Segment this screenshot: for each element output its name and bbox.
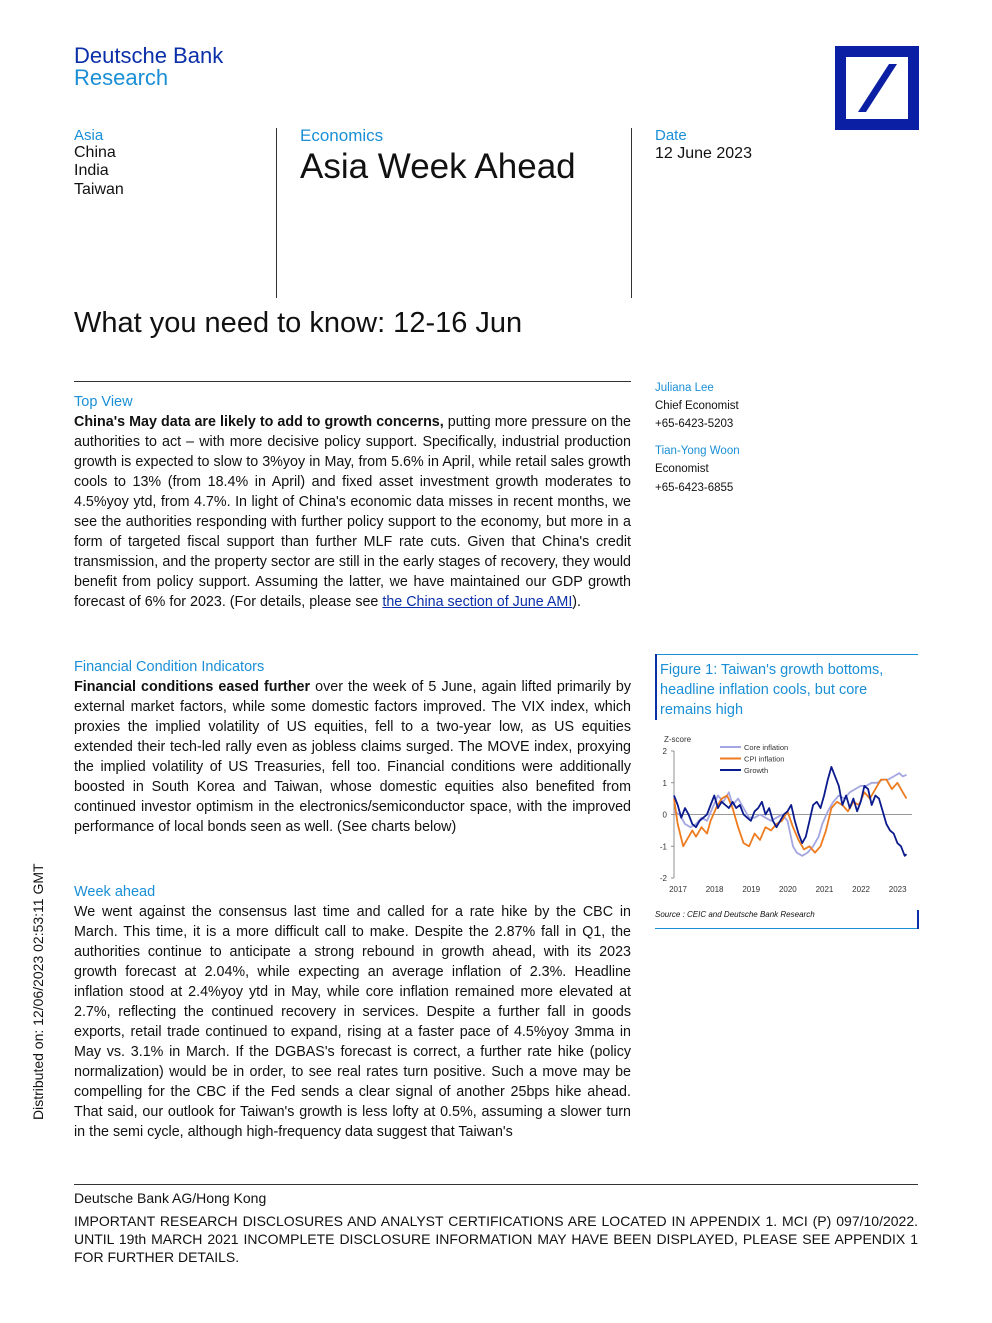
author-name: Juliana Lee bbox=[655, 382, 714, 394]
country-china: China bbox=[74, 144, 116, 161]
y-tick-label: -1 bbox=[659, 842, 667, 852]
top-view-paragraph bbox=[74, 412, 631, 612]
legend-label-core: Core inflation bbox=[744, 743, 789, 752]
x-tick-label: 2017 bbox=[669, 885, 687, 894]
x-tick-label: 2021 bbox=[815, 885, 834, 894]
category-label: Economics bbox=[300, 126, 384, 145]
section-divider bbox=[74, 381, 631, 382]
report-date: 12 June 2023 bbox=[655, 145, 752, 162]
top-view-lead: China's May data are likely to add to growth concerns, bbox=[74, 414, 444, 430]
week-ahead-paragraph: We went against the consensus last time and called for a rate hike by the CBC in March. This time, it is a more difficult call to make. Despite the 2.87% fall in Q1, the authorities continue to anticipate a strong rebound in growth ahead, with its 2023 growth forecast at 2.04%, while expecting an average inflation of 2.3%. Headline inflation stood at 2.4%yoy ytd in May, while core inflation remained more elevated at 2.7%, reflecting the continued recovery in services. Despite a further fall in goods exports, retail trade continued to expand, rising at a faster pace of 4.5%yoy 3mma in May vs. 3.1% in March. If the DGBAS's forecast is correct, a further rate hike (policy normalization) would be in order, to see real rates turn positive. Such a move may be compelling for the CBC if the Fed sends a clear signal of another 25bps hike ahead. That said, our outlook for Taiwan's growth is less lofty at 0.5%, assuming a slower turn in the semi cycle, although high-frequency data suggest that Taiwan's bbox=[74, 904, 631, 1140]
top-view-tail: ). bbox=[572, 594, 582, 610]
brand-name: Deutsche Bank bbox=[74, 43, 224, 68]
author-phone: +65-6423-5203 bbox=[655, 418, 734, 430]
footer-divider bbox=[74, 1184, 918, 1185]
legend-label-cpi: CPI inflation bbox=[744, 754, 785, 764]
region-label: Asia bbox=[74, 127, 104, 144]
figure-accent-bar bbox=[655, 654, 657, 720]
y-tick-label: 1 bbox=[662, 778, 667, 788]
x-tick-label: 2018 bbox=[705, 885, 724, 894]
author-role: Economist bbox=[655, 463, 709, 475]
y-tick-label: -2 bbox=[659, 874, 667, 883]
china-section-link[interactable]: the China section of June AMI bbox=[382, 594, 573, 610]
author-name: Tian-Yong Woon bbox=[655, 445, 740, 457]
section-title-week-ahead: Week ahead bbox=[74, 884, 156, 900]
footer-company: Deutsche Bank AG/Hong Kong bbox=[74, 1190, 267, 1206]
author-phone: +65-6423-6855 bbox=[655, 482, 734, 494]
figure-source: Source : CEIC and Deutsche Bank Research bbox=[655, 910, 815, 919]
section-title-top-view: Top View bbox=[74, 394, 133, 410]
y-tick-label: 0 bbox=[662, 810, 667, 820]
brand-research: Research bbox=[74, 65, 169, 90]
top-view-body: putting more pressure on the authorities to act – with more decisive policy support. Specifically, industrial production growth is expected to slow to 3%yoy in May, from 5.6% in April, while retail sales growth cools to 13% (from 18.4% in April) and fixed asset investment growth moderates to 4.5%yoy ytd, from 4.7%. In light of China's economic data misses in recent months, we see the authorities responding with further policy support to the economy, but more in a form of targeted fiscal support than further MLF rate cuts. Given that China's credit transmission, and the property sector are still in the early stages of recovery, they would benefit from policy support. Assuming the latter, we have maintained our GDP growth forecast of 6% for 2023. (For details, please see bbox=[74, 414, 631, 610]
distribution-stamp: Distributed on: 12/06/2023 02:53:11 GMT bbox=[30, 863, 46, 1120]
author-role: Chief Economist bbox=[655, 400, 739, 412]
page-headline: What you need to know: 12-16 Jun bbox=[74, 307, 523, 339]
y-axis-label: Z-score bbox=[664, 735, 692, 744]
figure-accent-bar bbox=[917, 910, 919, 929]
figure-bottom-rule bbox=[655, 928, 918, 929]
country-india: India bbox=[74, 162, 109, 179]
fci-body: over the week of 5 June, again lifted primarily by external market factors, while some domestic factors improved. The VIX index, which proxies the implied volatility of US equities, fell to a two-year low, as US equities extended their tech-led rally even as jobless claims surged. The MOVE index, proxying the implied volatility of US Treasuries, fell too. Financial conditions were additionally boosted in South Korea and Taiwan, whose domestic equities also benefited from continued investor optimism in the electronics/semiconductor space, with the improved performance of local bonds seen as well. (See charts below) bbox=[74, 679, 631, 835]
section-title-fci: Financial Condition Indicators bbox=[74, 659, 265, 675]
fci-paragraph bbox=[74, 677, 631, 837]
fci-lead: Financial conditions eased further bbox=[74, 679, 311, 695]
header-divider bbox=[276, 128, 277, 298]
x-tick-label: 2019 bbox=[742, 885, 761, 894]
report-title: Asia Week Ahead bbox=[300, 147, 576, 186]
legend-label-growth: Growth bbox=[744, 766, 769, 775]
x-tick-label: 2023 bbox=[888, 885, 907, 894]
footer-disclosure: IMPORTANT RESEARCH DISCLOSURES AND ANALYST CERTIFICATIONS ARE LOCATED IN APPENDIX 1. MCI (P) 097/10/2022. UNTIL 19th MARCH 2021 INCOMPLETE DISCLOSURE INFORMATION MAY HAVE BEEN DISPLAYED, PLEASE SEE APPENDIX 1 FOR FURTHER DETAILS. bbox=[74, 1213, 918, 1265]
country-taiwan: Taiwan bbox=[74, 181, 124, 198]
deutsche-bank-logo bbox=[835, 46, 919, 130]
x-tick-label: 2020 bbox=[778, 885, 797, 894]
y-tick-label: 2 bbox=[662, 747, 667, 756]
figure-title: Figure 1: Taiwan's growth bottoms, headline inflation cools, but core remains high bbox=[660, 662, 884, 718]
taiwan-chart bbox=[650, 728, 918, 896]
series-line-growth bbox=[674, 767, 907, 856]
x-tick-label: 2022 bbox=[852, 885, 870, 894]
header-divider bbox=[631, 128, 632, 298]
date-label: Date bbox=[655, 127, 687, 144]
figure-top-rule bbox=[655, 654, 918, 655]
